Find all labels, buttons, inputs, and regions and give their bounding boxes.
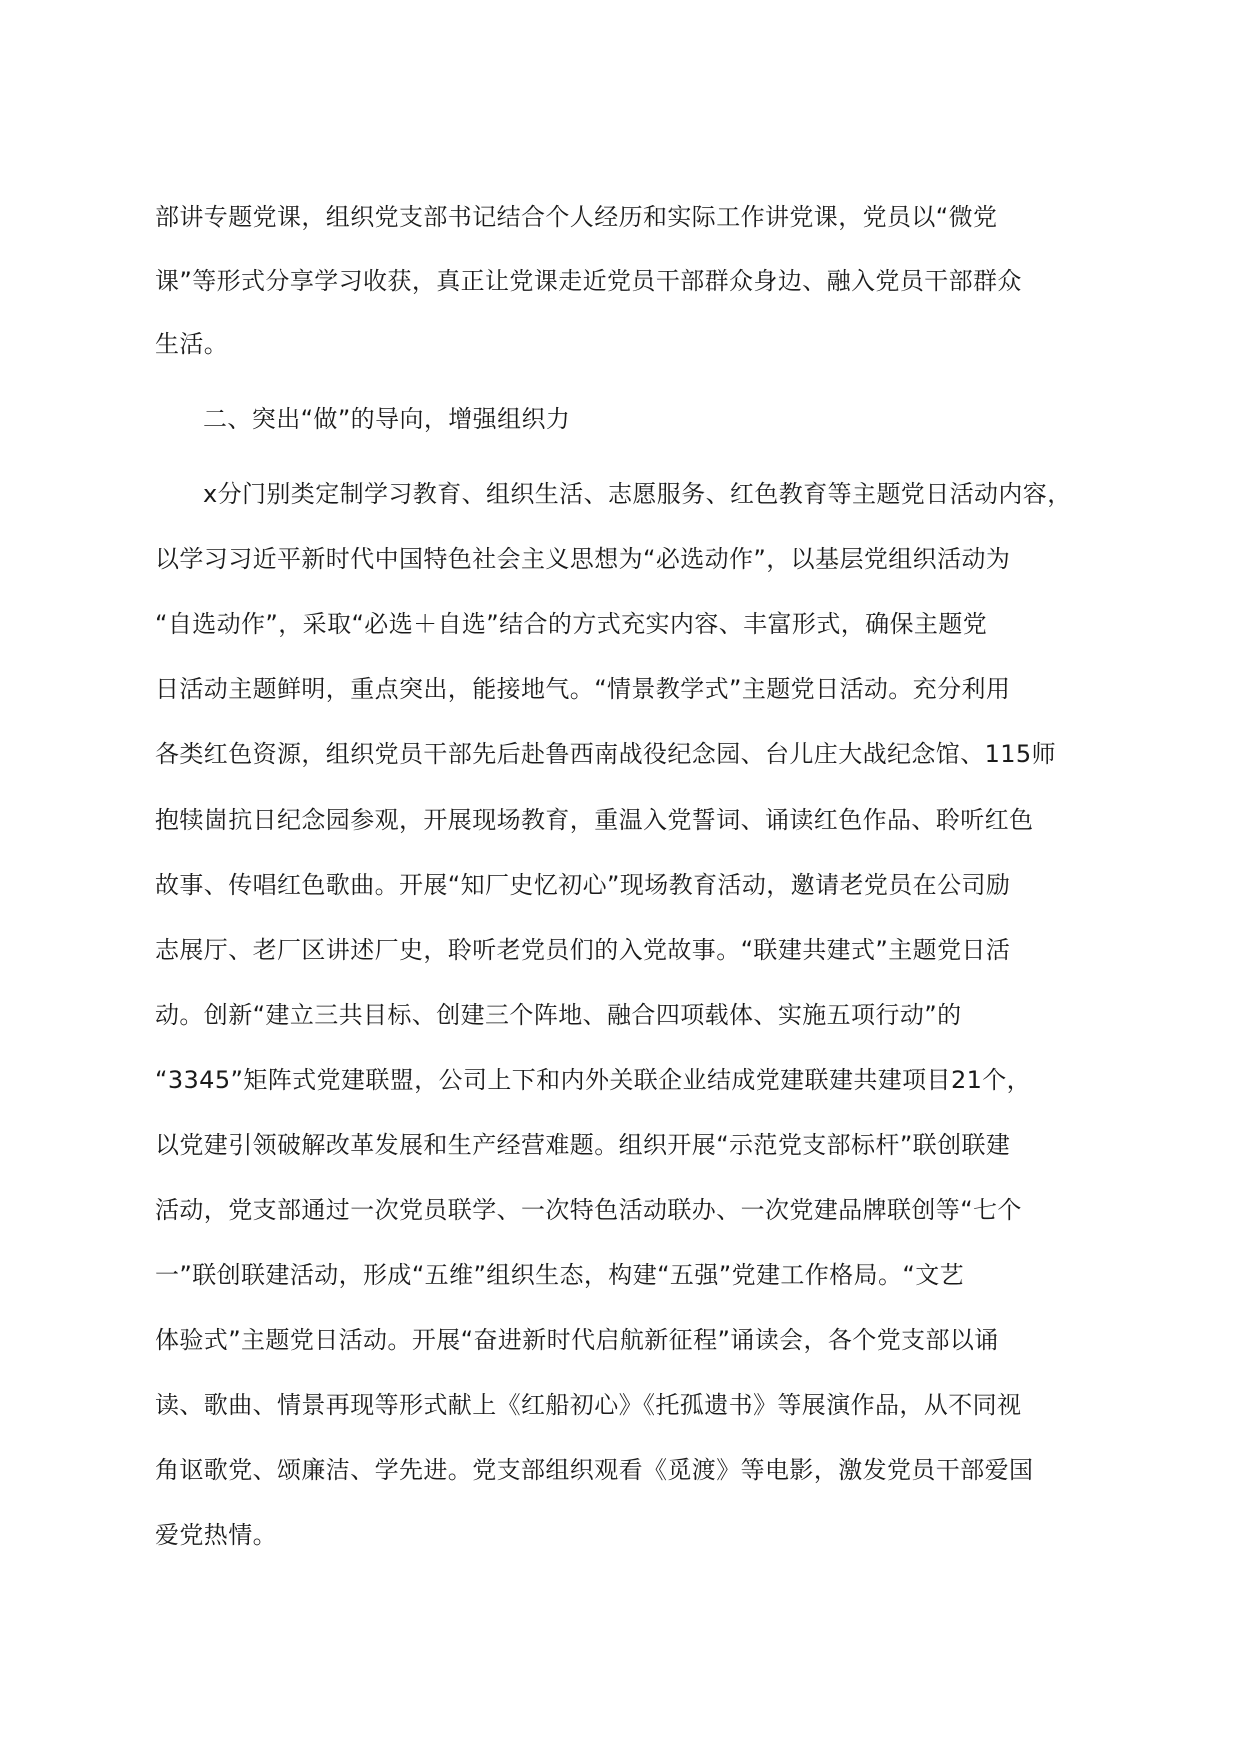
paragraph-line: 动。创新“建立三共目标、创建三个阵地、融合四项载体、实施五项行动”的: [155, 1001, 962, 1029]
paragraph-line: “自选动作”，采取“必选＋自选”结合的方式充实内容、丰富形式，确保主题党: [155, 610, 988, 638]
paragraph-line: 课”等形式分享学习收获，真正让党课走近党员干部群众身边、融入党员干部群众: [155, 267, 1022, 295]
paragraph-line: 以党建引领破解改革发展和生产经营难题。组织开展“示范党支部标杆”联创联建: [155, 1131, 1011, 1159]
section-heading: 二、突出“做”的导向，增强组织力: [203, 405, 571, 433]
paragraph-line: 体验式”主题党日活动。开展“奋进新时代启航新征程”诵读会，各个党支部以诵: [155, 1326, 999, 1354]
paragraph-line: 爱党热情。: [155, 1521, 277, 1549]
paragraph-line: x分门别类定制学习教育、组织生活、志愿服务、红色教育等主题党日活动内容，: [203, 480, 1072, 508]
paragraph-line: 读、歌曲、情景再现等形式献上《红船初心》《托孤遗书》等展演作品，从不同视: [155, 1391, 1022, 1419]
paragraph-line: 角讴歌党、颂廉洁、学先进。党支部组织观看《觅渡》等电影，激发党员干部爱国: [155, 1456, 1034, 1484]
paragraph-line: “3345”矩阵式党建联盟，公司上下和内外关联企业结成党建联建共建项目21个，: [155, 1066, 1032, 1094]
paragraph-line: 志展厅、老厂区讲述厂史，聆听老党员们的入党故事。“联建共建式”主题党日活: [155, 936, 1011, 964]
paragraph-line: 日活动主题鲜明，重点突出，能接地气。“情景教学式”主题党日活动。充分利用: [155, 675, 1011, 703]
paragraph-line: 抱犊崮抗日纪念园参观，开展现场教育，重温入党誓词、诵读红色作品、聆听红色: [155, 806, 1034, 834]
paragraph-line: 各类红色资源，组织党员干部先后赴鲁西南战役纪念园、台儿庄大战纪念馆、115师: [155, 740, 1057, 768]
paragraph-line: 一”联创联建活动，形成“五维”组织生态，构建“五强”党建工作格局。“文艺: [155, 1261, 964, 1289]
paragraph-line: 活动，党支部通过一次党员联学、一次特色活动联办、一次党建品牌联创等“七个: [155, 1196, 1022, 1224]
paragraph-line: 故事、传唱红色歌曲。开展“知厂史忆初心”现场教育活动，邀请老党员在公司励: [155, 871, 1011, 899]
paragraph-line: 生活。: [155, 330, 229, 358]
paragraph-line: 部讲专题党课，组织党支部书记结合个人经历和实际工作讲党课，党员以“微党: [155, 203, 998, 231]
paragraph-line: 以学习习近平新时代中国特色社会主义思想为“必选动作”，以基层党组织活动为: [155, 545, 1011, 573]
